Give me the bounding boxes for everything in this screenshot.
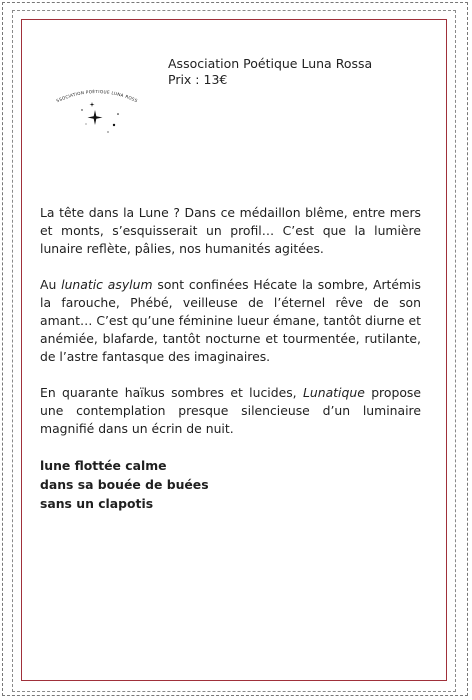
association-name: Association Poétique Luna Rossa xyxy=(168,56,373,71)
moon-star-logo-icon xyxy=(52,80,142,138)
haiku-line-1: lune flottée calme xyxy=(40,458,167,473)
description xyxy=(40,204,421,513)
paragraph-3-suffix: propose une contemplation presque silencieuse d’un luminaire magnifié dans un écrin de nuit. xyxy=(40,385,421,436)
svg-text:ASSOCIATION POÉTIQUE LUNA ROSS xyxy=(52,80,139,103)
price: Prix : 13€ xyxy=(168,72,228,87)
header xyxy=(168,56,372,88)
paragraph-2-italic: lunatic asylum xyxy=(61,277,153,292)
paragraph-2-suffix: sont confinées Hécate la sombre, Artémis la farouche, Phébé, veilleuse de l’éternel rêve de son amant… C’est qu’une féminine lueur émane, tantôt diurne et anémiée, blafarde, tantôt nocturne et tourmentée, rutilante, de l’astre fantasque des imaginaires. xyxy=(40,277,421,364)
paragraph-3 xyxy=(40,384,421,438)
haiku-line-2: dans sa bouée de buées xyxy=(40,477,209,492)
paragraph-2 xyxy=(40,276,421,366)
paragraph-3-prefix: En quarante haïkus sombres et lucides, xyxy=(40,385,303,400)
haiku-line-3: sans un clapotis xyxy=(40,496,154,511)
logo-ring-text: SSOCIATION POÉTIQUE LUNA ROSS xyxy=(55,88,139,104)
paragraph-1: La tête dans la Lune ? Dans ce médaillon blême, entre mers et monts, s’esquisserait un profil… C’est que la lumière lunaire reflète, pâlies, nos humanités agitées. xyxy=(40,205,421,256)
paragraph-2-prefix: Au xyxy=(40,277,62,292)
paragraph-3-italic: Lunatique xyxy=(302,385,365,400)
haiku xyxy=(40,456,421,513)
